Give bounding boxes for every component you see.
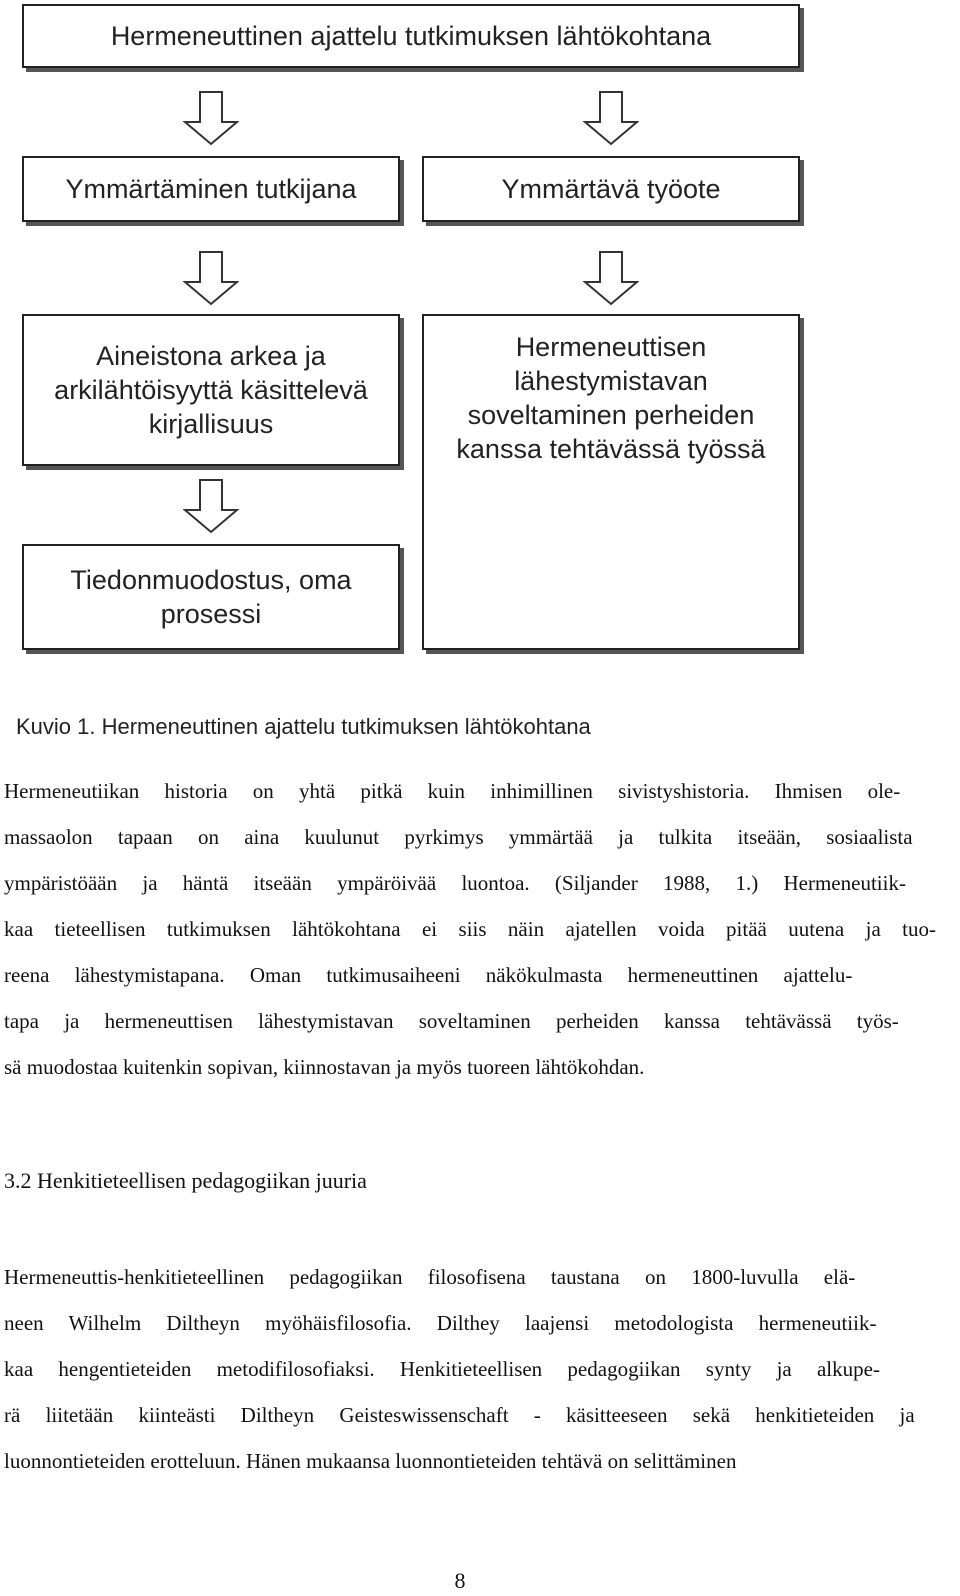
down-arrow-icon: [183, 90, 239, 146]
text-line: kaa tieteellisen tutkimuksen lähtökohtana ei siis näin ajatellen voida pitää uutena ja tuo-: [4, 917, 936, 941]
diagram-top-box-text: Hermeneuttinen ajattelu tutkimuksen lähtökohtana: [110, 21, 712, 51]
diagram-left-box-2-line: kirjallisuus: [148, 409, 274, 439]
diagram-left-box-3-line: prosessi: [160, 599, 262, 629]
diagram-right-box-1: [422, 156, 800, 222]
down-arrow-icon: [583, 90, 639, 146]
text-line: Hermeneuttis-henkitieteellinen pedagogiikan filosofisena taustana on 1800-luvulla elä-: [4, 1265, 856, 1289]
diagram-right-box-2: [422, 314, 800, 650]
diagram-left-box-2: [22, 314, 400, 466]
text-line: Hermeneutiikan historia on yhtä pitkä kuin inhimillinen sivistyshistoria. Ihmisen ole-: [4, 779, 901, 803]
text-line: reena lähestymistapana. Oman tutkimusaiheeni näkökulmasta hermeneuttinen ajattelu-: [4, 963, 853, 987]
diagram-left-box-3: [22, 544, 400, 650]
down-arrow-icon: [183, 250, 239, 306]
text-line: ympäristöään ja häntä itseään ympäröivää luontoa. (Siljander 1988, 1.) Hermeneutiik-: [4, 871, 906, 895]
down-arrow-icon: [183, 478, 239, 534]
diagram-left-box-2-line: Aineistona arkea ja: [96, 341, 326, 371]
diagram-right-box-2-line: lähestymistavan: [514, 366, 708, 396]
body-paragraph-1: [4, 768, 936, 1090]
diagram-left-box-1: [22, 156, 400, 222]
text-line: rä liitetään kiinteästi Diltheyn Geisteswissenschaft - käsitteeseen sekä henkitieteiden ja: [4, 1403, 915, 1427]
diagram-left-box-3-line: Tiedonmuodostus, oma: [70, 565, 352, 595]
text-line: massaolon tapaan on aina kuulunut pyrkimys ymmärtää ja tulkita itseään, sosiaalista: [4, 825, 913, 849]
text-line: tapa ja hermeneuttisen lähestymistavan soveltaminen perheiden kanssa tehtävässä työs-: [4, 1009, 899, 1033]
body-paragraph-2: [4, 1254, 936, 1484]
page-number: 8: [454, 1568, 466, 1593]
text-line: luonnontieteiden erotteluun. Hänen mukaansa luonnontieteiden tehtävä on selittäminen: [4, 1449, 737, 1473]
section-heading: 3.2 Henkitieteellisen pedagogiikan juuria: [4, 1168, 367, 1193]
diagram-right-box-2-line: kanssa tehtävässä työssä: [456, 434, 766, 464]
figure-caption: Kuvio 1. Hermeneuttinen ajattelu tutkimuksen lähtökohtana: [16, 714, 591, 739]
text-line: neen Wilhelm Diltheyn myöhäisfilosofia. Dilthey laajensi metodologista hermeneutiik-: [4, 1311, 877, 1335]
diagram-right-box-2-line: Hermeneuttisen: [515, 332, 707, 362]
diagram-left-box-2-line: arkilähtöisyyttä käsittelevä: [54, 375, 368, 405]
diagram-right-box-1-text: Ymmärtävä työote: [501, 174, 721, 204]
down-arrow-icon: [583, 250, 639, 306]
text-line: sä muodostaa kuitenkin sopivan, kiinnostavan ja myös tuoreen lähtökohdan.: [4, 1055, 645, 1079]
diagram-top-box: [22, 4, 800, 68]
diagram-right-box-2-line: soveltaminen perheiden: [467, 400, 755, 430]
diagram-left-box-1-text: Ymmärtäminen tutkijana: [65, 174, 357, 204]
text-line: kaa hengentieteiden metodifilosofiaksi. Henkitieteellisen pedagogiikan synty ja alkupe-: [4, 1357, 880, 1381]
